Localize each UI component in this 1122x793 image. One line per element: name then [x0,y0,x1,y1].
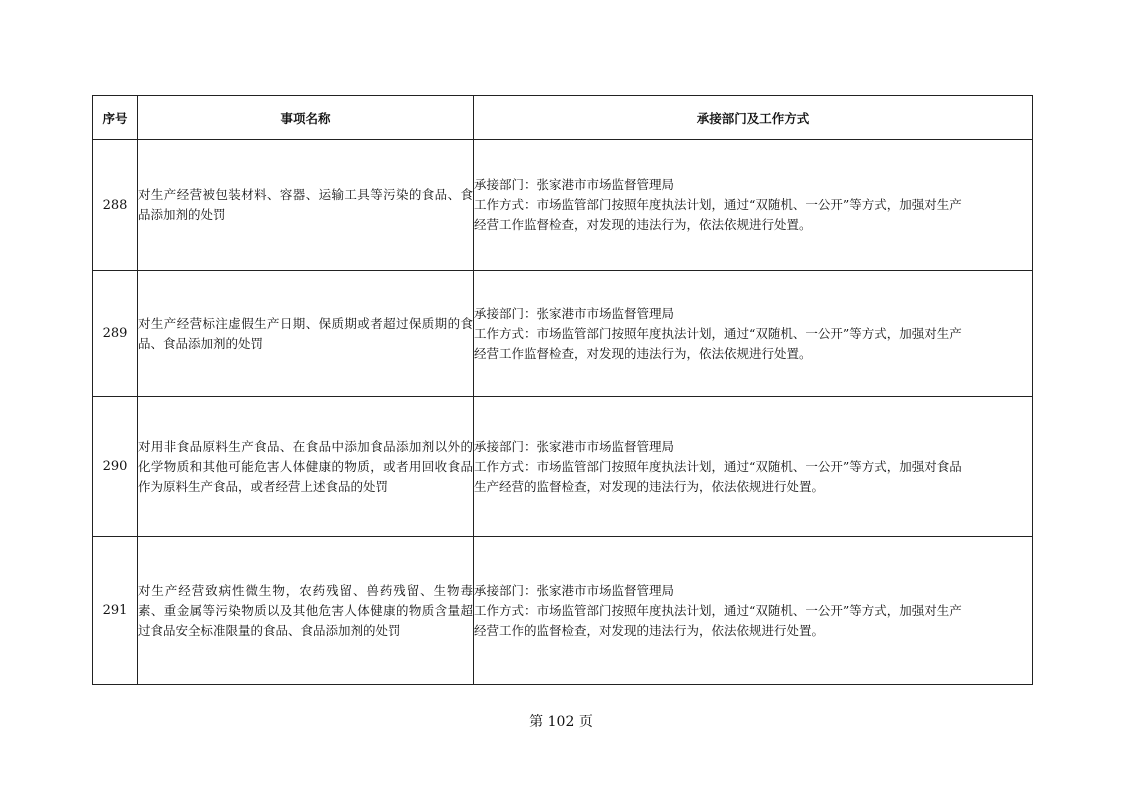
row-seq: 291 [93,537,138,685]
row-seq: 290 [93,397,138,537]
department-line: 承接部门：张家港市市场监督管理局 [474,582,675,598]
row-seq: 289 [93,271,138,397]
table-row [93,140,1033,271]
method-line-continued: 经营工作监督检查，对发现的违法行为，依法依规进行处置。 [474,217,812,232]
page-number-prefix: 第 [529,714,544,730]
matters-table [92,95,1033,685]
method-line-continued: 经营工作的监督检查，对发现的违法行为，依法依规进行处置。 [474,622,825,638]
header-seq: 序号 [93,96,138,140]
row-department-method [474,537,1033,685]
method-line: 工作方式：市场监管部门按照年度执法计划，通过“双随机、一公开”等方式，加强对生产 [474,602,962,618]
page-number-suffix: 页 [578,714,593,730]
method-line: 工作方式：市场监管部门按照年度执法计划，通过“双随机、一公开”等方式，加强对生产 [474,197,962,212]
row-item-name: 对用非食品原料生产食品、在食品中添加食品添加剂以外的化学物质和其他可能危害人体健康的物质，或者用回收食品作为原料生产食品，或者经营上述食品的处罚 [138,397,474,537]
row-item-name: 对生产经营致病性微生物，农药残留、兽药残留、生物毒素、重金属等污染物质以及其他危害人体健康的物质含量超过食品安全标准限量的食品、食品添加剂的处罚 [138,537,474,685]
method-line: 工作方式：市场监管部门按照年度执法计划，通过“双随机、一公开”等方式，加强对生产 [474,325,962,341]
table-row [93,271,1033,397]
method-line: 工作方式：市场监管部门按照年度执法计划，通过“双随机、一公开”等方式，加强对食品 [474,458,962,474]
department-line: 承接部门：张家港市市场监督管理局 [474,177,675,192]
page-footer [0,711,1122,731]
row-item-name: 对生产经营标注虚假生产日期、保质期或者超过保质期的食品、食品添加剂的处罚 [138,271,474,397]
row-department-method [474,140,1033,271]
department-line: 承接部门：张家港市市场监督管理局 [474,305,675,321]
row-department-method [474,397,1033,537]
department-line: 承接部门：张家港市市场监督管理局 [474,438,675,454]
table-row [93,537,1033,685]
table-row [93,397,1033,537]
page-number: 102 [547,714,575,730]
method-line-continued: 经营工作监督检查，对发现的违法行为，依法依规进行处置。 [474,345,812,361]
row-seq: 288 [93,140,138,271]
header-item-name: 事项名称 [138,96,474,140]
row-department-method [474,271,1033,397]
row-item-name: 对生产经营被包装材料、容器、运输工具等污染的食品、食品添加剂的处罚 [138,140,474,271]
table-header-row [93,96,1033,140]
header-department-method: 承接部门及工作方式 [474,96,1033,140]
method-line-continued: 生产经营的监督检查，对发现的违法行为，依法依规进行处置。 [474,478,825,494]
